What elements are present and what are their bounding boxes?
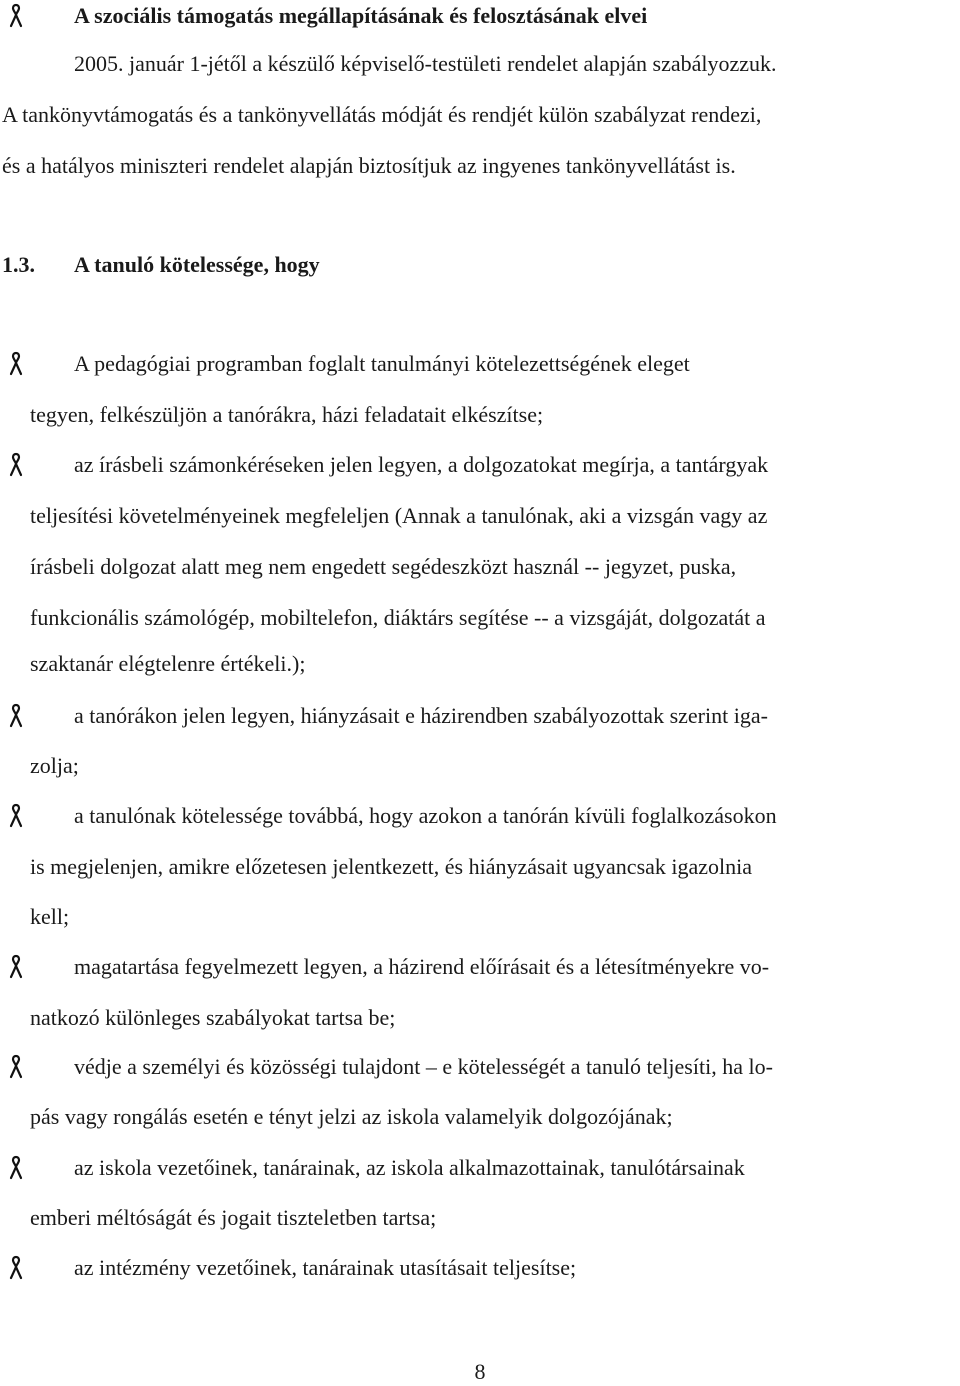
- ribbon-bullet-icon: [6, 702, 26, 730]
- ribbon-bullet-icon: [6, 1053, 26, 1081]
- section-title: A tanuló kötelessége, hogy: [74, 252, 320, 277]
- list-item-line: natkozó különleges szabályokat tartsa be;: [30, 1005, 396, 1030]
- list-item-line: emberi méltóságát és jogait tiszteletben tartsa;: [30, 1205, 437, 1230]
- list-item-line: magatartása fegyelmezett legyen, a házirend előírásait és a létesítményekre vo-: [74, 954, 770, 979]
- list-item-line: is megjelenjen, amikre előzetesen jelentkezett, és hiányzásait ugyancsak igazolnia: [30, 854, 753, 879]
- list-item-line: pás vagy rongálás esetén e tényt jelzi az iskola valamelyik dolgozójának;: [30, 1104, 673, 1129]
- list-item-line: a tanórákon jelen legyen, hiányzásait e házirendben szabályozottak szerint iga-: [74, 703, 768, 728]
- ribbon-bullet-icon: [6, 1154, 26, 1182]
- ribbon-bullet-icon: [6, 1254, 26, 1282]
- paragraph-line: 2005. január 1-jétől a készülő képviselő-testületi rendelet alapján szabályozzuk.: [74, 51, 777, 76]
- list-item-line: szaktanár elégtelenre értékeli.);: [30, 651, 306, 676]
- list-item-line: A pedagógiai programban foglalt tanulmányi kötelezettségének eleget: [74, 351, 690, 376]
- list-item-line: kell;: [30, 904, 70, 929]
- section-heading: A szociális támogatás megállapításának és felosztásának elvei: [74, 3, 648, 28]
- ribbon-bullet-icon: [6, 2, 26, 30]
- list-item-line: az írásbeli számonkéréseken jelen legyen, a dolgozatokat megírja, a tantárgyak: [74, 452, 769, 477]
- ribbon-bullet-icon: [6, 451, 26, 479]
- list-item-line: írásbeli dolgozat alatt meg nem engedett segédeszközt használ -- jegyzet, puska,: [30, 554, 737, 579]
- ribbon-bullet-icon: [6, 350, 26, 378]
- list-item-line: zolja;: [30, 753, 79, 778]
- paragraph-line: és a hatályos miniszteri rendelet alapján biztosítjuk az ingyenes tankönyvellátást is.: [2, 153, 736, 178]
- section-number: 1.3.: [2, 252, 35, 277]
- list-item-line: tegyen, felkészüljön a tanórákra, házi feladatait elkészítse;: [30, 402, 544, 427]
- list-item-line: az iskola vezetőinek, tanárainak, az iskola alkalmazottainak, tanulótársainak: [74, 1155, 745, 1180]
- list-item-line: a tanulónak kötelessége továbbá, hogy azokon a tanórán kívüli foglalkozásokon: [74, 803, 777, 828]
- page-number: 8: [474, 1359, 486, 1384]
- list-item-line: funkcionális számológép, mobiltelefon, diáktárs segítése -- a vizsgáját, dolgozatát a: [30, 605, 766, 630]
- list-item-line: védje a személyi és közösségi tulajdont – e kötelességét a tanuló teljesíti, ha lo-: [74, 1054, 773, 1079]
- ribbon-bullet-icon: [6, 953, 26, 981]
- list-item-line: az intézmény vezetőinek, tanárainak utasításait teljesítse;: [74, 1255, 577, 1280]
- list-item-line: teljesítési követelményeinek megfeleljen (Annak a tanulónak, aki a vizsgán vagy az: [30, 503, 768, 528]
- ribbon-bullet-icon: [6, 802, 26, 830]
- paragraph-line: A tankönyvtámogatás és a tankönyvellátás módját és rendjét külön szabályzat rendezi,: [2, 102, 762, 127]
